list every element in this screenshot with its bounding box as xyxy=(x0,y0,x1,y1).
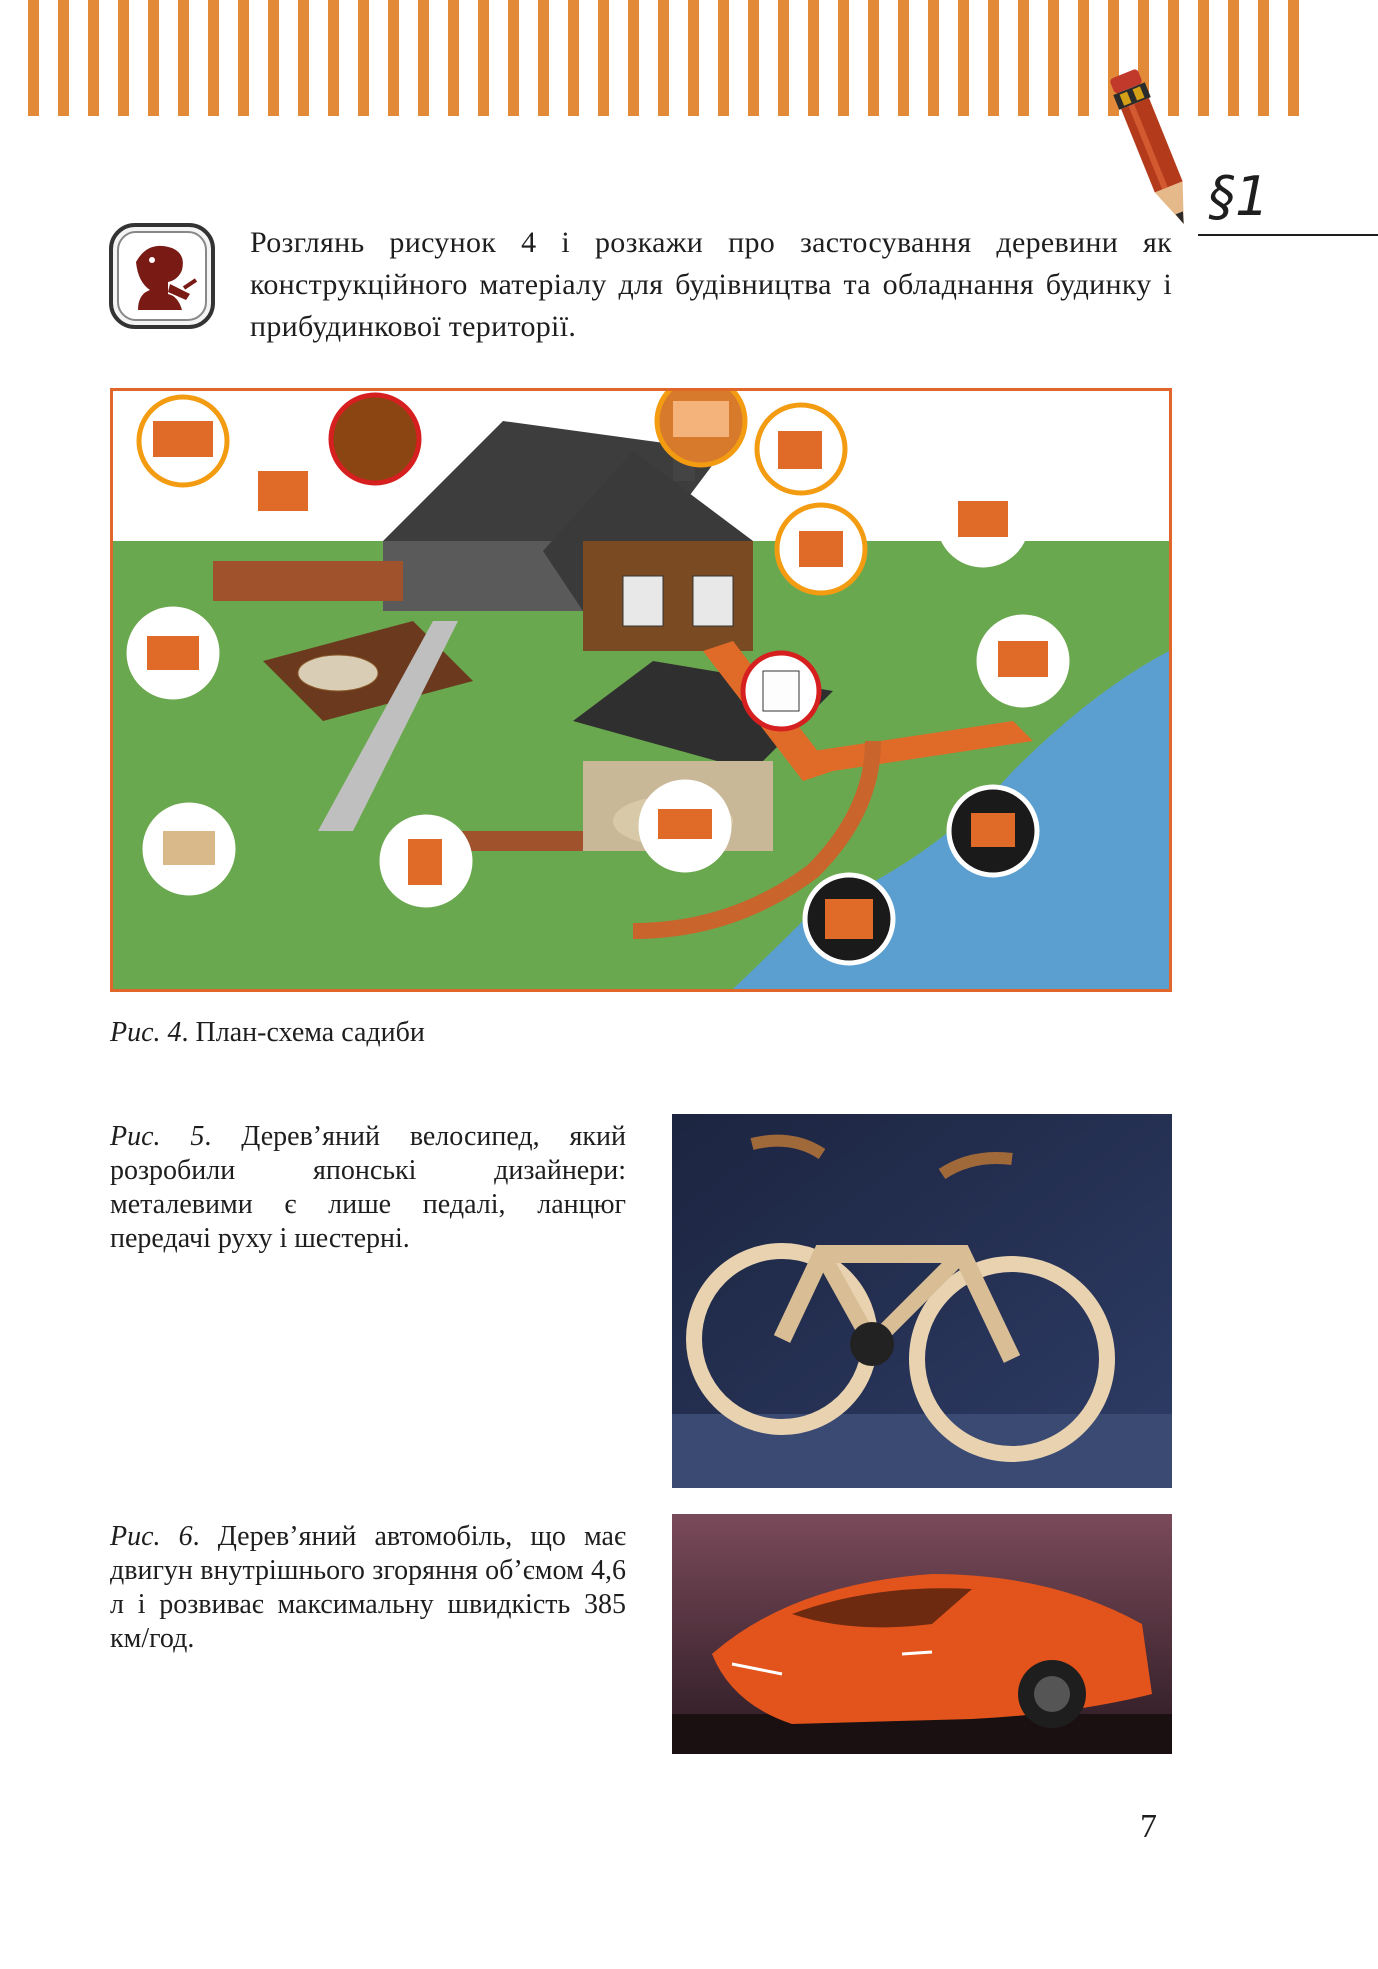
figure-4-homestead-plan xyxy=(110,388,1172,992)
pencil-icon xyxy=(1098,58,1208,238)
figure-6-caption: Рис. 6. Дерев’яний автомобіль, що має двигун внутрішнього згоряння об’ємом 4,6 л і розвиває максимальну швидкість 385 км/год. xyxy=(110,1521,627,1654)
section-mark: §1 xyxy=(1208,165,1270,228)
thinking-person-icon xyxy=(108,222,216,330)
page-number: 7 xyxy=(1140,1808,1157,1845)
section-rule xyxy=(1198,234,1378,236)
figure-5-caption: Рис. 5. Дерев’яний велосипед, який розробили японські дизайнери: металевими є лише педалі, ланцюг передачі руху і шестерні. xyxy=(110,1121,626,1254)
homestead-illustration xyxy=(113,391,1169,989)
figure-5-wooden-bicycle-photo xyxy=(672,1114,1172,1488)
task-text: Розглянь рисунок 4 і розкажи про застосування деревини як конструкційного матеріалу для будівництва та обладнання будинку і прибудинкової території. xyxy=(250,226,1172,343)
wooden-bicycle-image xyxy=(672,1114,1172,1488)
figure-4-caption: Рис. 4. План-схема садиби xyxy=(110,1017,425,1048)
figure-6-wooden-car-photo xyxy=(672,1514,1172,1754)
wooden-car-image xyxy=(672,1514,1172,1754)
